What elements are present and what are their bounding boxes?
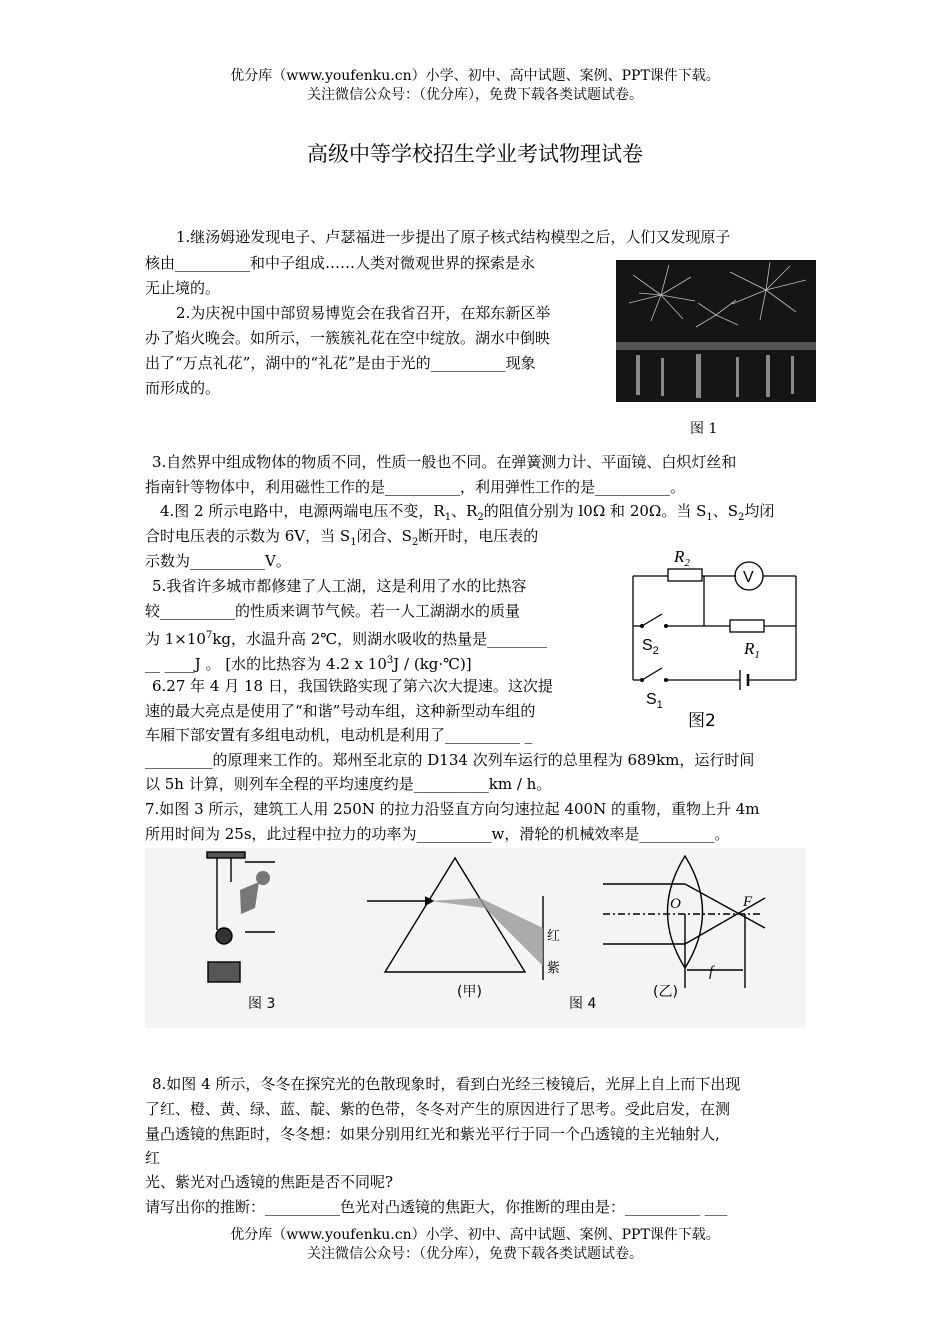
q4-line-1: 4.图 2 所示电路中，电源两端电压不变，$R_1$、$R_2$的阻值分别为 l0Ω 和 20Ω。当 $S_1$、$S_2$均闭 bbox=[160, 502, 775, 523]
q1-line-1: 1.继汤姆逊发现电子、卢瑟福进一步提出了原子核式结构模型之后，人们又发现原子 bbox=[176, 228, 731, 246]
fig3-caption: 图 3 bbox=[248, 996, 276, 1012]
figures-3-4 bbox=[145, 848, 805, 1028]
fireworks-photo bbox=[616, 260, 816, 402]
q6-line-3: 车厢下部安置有多组电动机，电动机是利用了__________ _ bbox=[145, 726, 533, 744]
label-r2: $R_2$ bbox=[674, 547, 690, 569]
q8-line-3: 量凸透镜的焦距时，冬冬想：如果分别用红光和紫光平行于同一个凸透镜的主光轴射人, bbox=[145, 1125, 720, 1143]
q3-line-2: 指南针等物体中，利用磁性工作的是__________，利用弹性工作的是__________。 bbox=[145, 478, 686, 496]
label-f-length: f bbox=[709, 964, 714, 980]
fig2-caption: 图2 bbox=[688, 711, 716, 731]
q5-line-4: __ ____J 。 [水的比热容为 4.2 x $10^3J$ / (kg·℃)] bbox=[145, 655, 472, 673]
q5-line-3: 为 $1\times 10^7kg$，水温升高 2℃，则湖水吸收的热量是________ bbox=[145, 630, 548, 648]
q2-line-1: 2.为庆祝中国中部贸易博览会在我省召开，在郑东新区举 bbox=[176, 304, 551, 322]
q8-line-4: 红 bbox=[145, 1149, 161, 1167]
fig1-caption: 图 1 bbox=[690, 421, 718, 437]
q2-line-2: 办了焰火晚会。如所示，一簇簇礼花在空中绽放。湖水中倒映 bbox=[145, 329, 551, 347]
label-purple: 紫 bbox=[547, 961, 561, 976]
header-line-2: 关注微信公众号：（优分库），免费下载各类试题试卷。 bbox=[307, 87, 643, 103]
label-red: 红 bbox=[547, 929, 561, 944]
label-r1: $R_1$ bbox=[744, 639, 760, 661]
q6-line-4: _________的原理来工作的。郑州至北京的 D134 次列车运行的总里程为 689km，运行时间 bbox=[145, 751, 755, 769]
q6-line-5: 以 5h 计算，则列车全程的平均速度约是__________km / h。 bbox=[145, 775, 552, 793]
q4-line-2: 合时电压表的示数为 6V，当 $S_1$闭合、$S_2$断开时，电压表的 bbox=[145, 527, 539, 548]
q6-line-1: 6.27 年 4 月 18 日，我国铁路实现了第六次大提速。这次提 bbox=[152, 677, 553, 695]
q8-line-5: 光、紫光对凸透镜的焦距是否不同呢? bbox=[145, 1173, 394, 1191]
fig4-caption: 图 4 bbox=[569, 996, 597, 1012]
footer-line-1: 优分库（www.youfenku.cn）小学、初中、高中试题、案例、PPT课件下载。 bbox=[230, 1227, 720, 1243]
circuit-diagram bbox=[600, 540, 810, 740]
q1-line-3: 无止境的。 bbox=[145, 279, 221, 297]
header-line-1: 优分库（www.youfenku.cn）小学、初中、高中试题、案例、PPT课件下载。 bbox=[230, 68, 720, 84]
q1-line-2: 核由__________和中子组成……人类对微观世界的探索是永 bbox=[145, 254, 536, 272]
label-o: O bbox=[670, 896, 681, 912]
page-title: 高级中等学校招生学业考试物理试卷 bbox=[307, 142, 643, 166]
q6-line-2: 速的最大亮点是使用了“和谐”号动车组，这种新型动车组的 bbox=[145, 702, 536, 720]
q8-line-1: 8.如图 4 所示，冬冬在探究光的色散现象时，看到白光经三棱镜后，光屏上自上而下出现 bbox=[152, 1075, 741, 1093]
label-s2: $S_2$ bbox=[642, 637, 659, 657]
q5-line-1: 5.我省许多城市都修建了人工湖，这是利用了水的比热容 bbox=[152, 577, 527, 595]
label-s1: $S_1$ bbox=[646, 691, 663, 711]
footer-line-2: 关注微信公众号：（优分库），免费下载各类试题试卷。 bbox=[307, 1246, 643, 1262]
fig4-jia-label: (甲) bbox=[457, 984, 482, 1000]
label-f-point: F bbox=[743, 894, 753, 910]
q2-line-3: 出了“万点礼花”，湖中的“礼花”是由于光的__________现象 bbox=[145, 354, 536, 372]
q8-line-6: 请写出你的推断：__________色光对凸透镜的焦距大，你推断的理由是：__________ ___ bbox=[145, 1198, 728, 1216]
fig4-yi-label: (乙) bbox=[653, 984, 678, 1000]
q4-line-3: 示数为__________V。 bbox=[145, 552, 291, 570]
q2-line-4: 而形成的。 bbox=[145, 379, 221, 397]
voltmeter-label: V bbox=[743, 569, 754, 586]
q3-line-1: 3.自然界中组成物体的物质不同，性质一般也不同。在弹簧测力计、平面镜、白炽灯丝和 bbox=[152, 453, 737, 471]
q8-line-2: 了红、橙、黄、绿、蓝、靛、紫的色带，冬冬对产生的原因进行了思考。受此启发，在测 bbox=[145, 1100, 731, 1118]
q7-line-2: 所用时间为 25s，此过程中拉力的功率为__________w，滑轮的机械效率是__________。 bbox=[145, 825, 730, 843]
q7-line-1: 7.如图 3 所示，建筑工人用 250N 的拉力沿竖直方向匀速拉起 400N 的重物，重物上升 4m bbox=[145, 800, 760, 818]
q5-line-2: 较__________的性质来调节气候。若一人工湖湖水的质量 bbox=[145, 602, 521, 620]
